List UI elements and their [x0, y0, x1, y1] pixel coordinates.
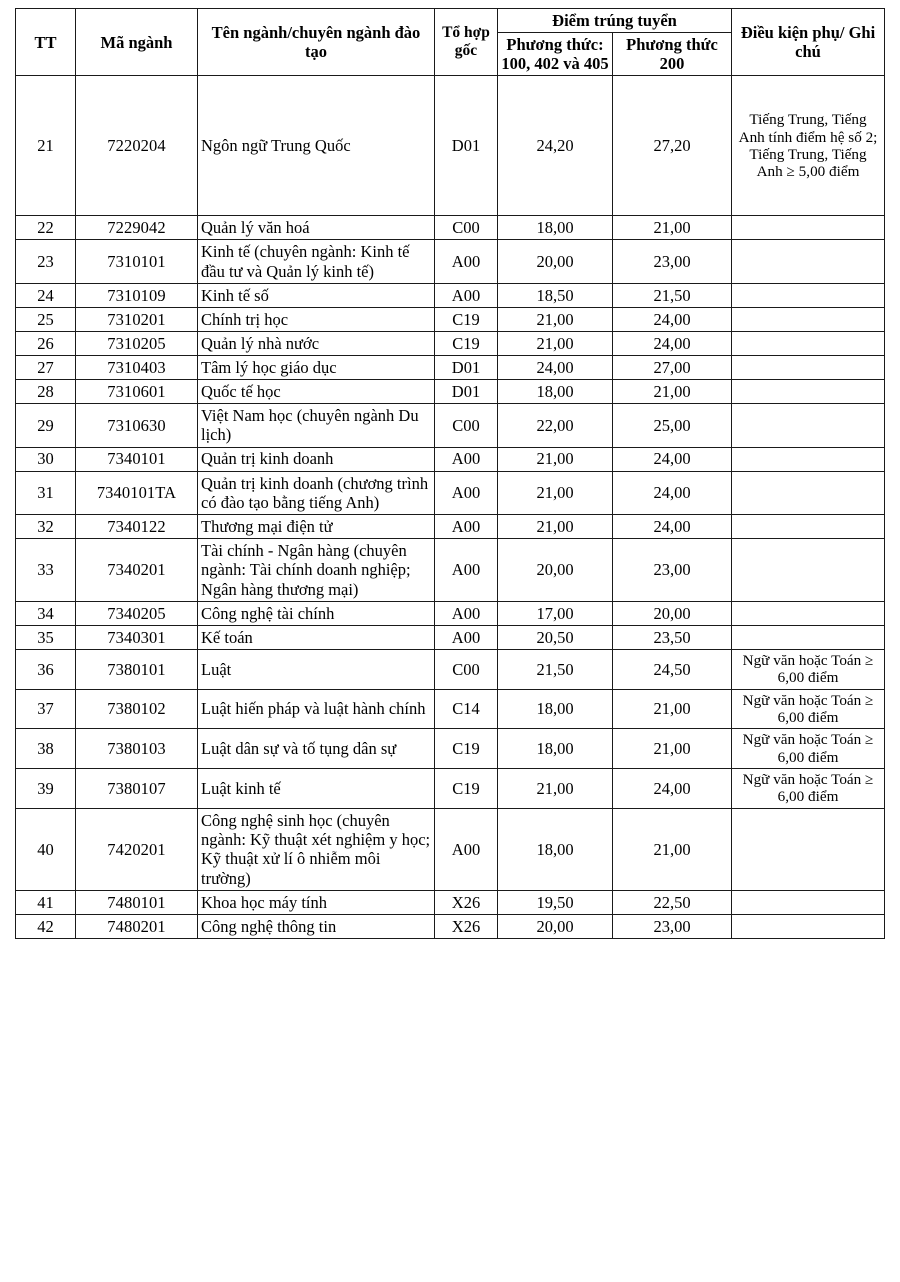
cell-ten-nganh: Quốc tế học	[198, 379, 435, 403]
cell-score-pt2: 24,00	[613, 515, 732, 539]
table-row	[16, 769, 885, 809]
cell-score-pt1: 21,50	[498, 650, 613, 690]
cell-to-hop: D01	[435, 76, 498, 216]
cell-score-pt1: 21,00	[498, 515, 613, 539]
cell-score-pt1: 21,00	[498, 307, 613, 331]
cell-score-pt2: 27,00	[613, 355, 732, 379]
cell-score-pt1: 18,50	[498, 283, 613, 307]
cell-to-hop: A00	[435, 808, 498, 890]
cell-to-hop: A00	[435, 240, 498, 284]
cell-tt: 27	[16, 355, 76, 379]
table-row	[16, 890, 885, 914]
cell-score-pt2: 21,00	[613, 729, 732, 769]
cell-to-hop: A00	[435, 447, 498, 471]
cell-tt: 31	[16, 471, 76, 515]
cell-score-pt1: 20,00	[498, 240, 613, 284]
cell-score-pt2: 23,00	[613, 240, 732, 284]
cell-ten-nganh: Quản trị kinh doanh (chương trình có đào tạo bằng tiếng Anh)	[198, 471, 435, 515]
cell-ten-nganh: Quản lý nhà nước	[198, 331, 435, 355]
table-row	[16, 447, 885, 471]
cell-tt: 38	[16, 729, 76, 769]
cell-ghi-chu: Tiếng Trung, Tiếng Anh tính điểm hệ số 2; Tiếng Trung, Tiếng Anh ≥ 5,00 điểm	[732, 76, 885, 216]
table-row	[16, 216, 885, 240]
cell-ghi-chu	[732, 539, 885, 602]
cell-to-hop: C00	[435, 650, 498, 690]
cell-to-hop: C19	[435, 307, 498, 331]
cell-score-pt2: 21,00	[613, 808, 732, 890]
cell-ma-nganh: 7380102	[76, 689, 198, 729]
cell-to-hop: A00	[435, 602, 498, 626]
cell-score-pt2: 21,00	[613, 379, 732, 403]
cell-score-pt1: 21,00	[498, 769, 613, 809]
cell-score-pt2: 24,00	[613, 769, 732, 809]
cell-score-pt1: 19,50	[498, 890, 613, 914]
cell-score-pt1: 18,00	[498, 808, 613, 890]
cell-ten-nganh: Ngôn ngữ Trung Quốc	[198, 76, 435, 216]
header-row-top	[16, 9, 885, 33]
table-row	[16, 307, 885, 331]
table-header	[16, 9, 885, 76]
cell-score-pt2: 24,00	[613, 307, 732, 331]
cell-to-hop: X26	[435, 890, 498, 914]
header-phuong-thuc-2: Phương thức 200	[613, 33, 732, 76]
cell-score-pt1: 17,00	[498, 602, 613, 626]
cell-ten-nganh: Chính trị học	[198, 307, 435, 331]
cell-tt: 32	[16, 515, 76, 539]
cell-to-hop: D01	[435, 355, 498, 379]
table-row	[16, 283, 885, 307]
table-row	[16, 379, 885, 403]
header-tt: TT	[16, 9, 76, 76]
cell-to-hop: C19	[435, 331, 498, 355]
admission-score-table	[15, 8, 885, 939]
cell-tt: 37	[16, 689, 76, 729]
cell-score-pt2: 23,50	[613, 626, 732, 650]
cell-tt: 40	[16, 808, 76, 890]
cell-ghi-chu	[732, 379, 885, 403]
cell-tt: 26	[16, 331, 76, 355]
cell-ten-nganh: Luật hiến pháp và luật hành chính	[198, 689, 435, 729]
header-diem-trung-tuyen: Điểm trúng tuyển	[498, 9, 732, 33]
cell-ten-nganh: Thương mại điện tử	[198, 515, 435, 539]
cell-ghi-chu	[732, 914, 885, 938]
cell-ghi-chu	[732, 240, 885, 284]
cell-ten-nganh: Tài chính - Ngân hàng (chuyên ngành: Tài chính doanh nghiệp; Ngân hàng thương mại)	[198, 539, 435, 602]
cell-score-pt1: 20,00	[498, 539, 613, 602]
cell-ghi-chu	[732, 216, 885, 240]
cell-ten-nganh: Quản lý văn hoá	[198, 216, 435, 240]
cell-ghi-chu	[732, 307, 885, 331]
table-row	[16, 808, 885, 890]
cell-ghi-chu: Ngữ văn hoặc Toán ≥ 6,00 điểm	[732, 769, 885, 809]
cell-ma-nganh: 7340101TA	[76, 471, 198, 515]
cell-score-pt1: 18,00	[498, 379, 613, 403]
cell-to-hop: X26	[435, 914, 498, 938]
cell-tt: 25	[16, 307, 76, 331]
cell-ghi-chu	[732, 447, 885, 471]
cell-ma-nganh: 7340301	[76, 626, 198, 650]
cell-ghi-chu	[732, 471, 885, 515]
cell-to-hop: D01	[435, 379, 498, 403]
cell-score-pt2: 21,50	[613, 283, 732, 307]
cell-score-pt2: 20,00	[613, 602, 732, 626]
cell-ma-nganh: 7420201	[76, 808, 198, 890]
cell-tt: 41	[16, 890, 76, 914]
cell-to-hop: A00	[435, 515, 498, 539]
table-row	[16, 602, 885, 626]
cell-tt: 42	[16, 914, 76, 938]
cell-score-pt2: 24,00	[613, 471, 732, 515]
cell-score-pt2: 22,50	[613, 890, 732, 914]
header-to-hop-goc: Tổ hợp gốc	[435, 9, 498, 76]
cell-ghi-chu	[732, 515, 885, 539]
cell-ghi-chu	[732, 403, 885, 447]
cell-ma-nganh: 7310109	[76, 283, 198, 307]
cell-score-pt1: 21,00	[498, 331, 613, 355]
cell-ma-nganh: 7340205	[76, 602, 198, 626]
cell-ma-nganh: 7380107	[76, 769, 198, 809]
table-row	[16, 626, 885, 650]
table-row	[16, 515, 885, 539]
cell-score-pt2: 25,00	[613, 403, 732, 447]
cell-score-pt2: 27,20	[613, 76, 732, 216]
cell-ghi-chu	[732, 626, 885, 650]
cell-ma-nganh: 7310101	[76, 240, 198, 284]
cell-ghi-chu: Ngữ văn hoặc Toán ≥ 6,00 điểm	[732, 729, 885, 769]
header-ma-nganh: Mã ngành	[76, 9, 198, 76]
cell-ma-nganh: 7480201	[76, 914, 198, 938]
table-row	[16, 331, 885, 355]
cell-ten-nganh: Khoa học máy tính	[198, 890, 435, 914]
cell-tt: 29	[16, 403, 76, 447]
cell-score-pt1: 18,00	[498, 216, 613, 240]
cell-ten-nganh: Kinh tế (chuyên ngành: Kinh tế đầu tư và Quản lý kinh tế)	[198, 240, 435, 284]
cell-score-pt1: 24,00	[498, 355, 613, 379]
cell-to-hop: C00	[435, 403, 498, 447]
cell-ten-nganh: Luật dân sự và tố tụng dân sự	[198, 729, 435, 769]
table-row	[16, 403, 885, 447]
cell-tt: 39	[16, 769, 76, 809]
table-body	[16, 76, 885, 938]
cell-ten-nganh: Công nghệ sinh học (chuyên ngành: Kỹ thuật xét nghiệm y học; Kỹ thuật xử lí ô nhiễm môi trường)	[198, 808, 435, 890]
cell-to-hop: C14	[435, 689, 498, 729]
cell-tt: 35	[16, 626, 76, 650]
cell-ten-nganh: Quản trị kinh doanh	[198, 447, 435, 471]
cell-ten-nganh: Công nghệ thông tin	[198, 914, 435, 938]
cell-ghi-chu	[732, 890, 885, 914]
cell-to-hop: C00	[435, 216, 498, 240]
cell-ghi-chu: Ngữ văn hoặc Toán ≥ 6,00 điểm	[732, 650, 885, 690]
cell-ma-nganh: 7310403	[76, 355, 198, 379]
cell-ma-nganh: 7310601	[76, 379, 198, 403]
cell-ma-nganh: 7310630	[76, 403, 198, 447]
cell-ma-nganh: 7480101	[76, 890, 198, 914]
cell-tt: 33	[16, 539, 76, 602]
cell-score-pt1: 20,00	[498, 914, 613, 938]
cell-to-hop: A00	[435, 626, 498, 650]
cell-score-pt2: 24,50	[613, 650, 732, 690]
cell-ten-nganh: Kinh tế số	[198, 283, 435, 307]
table-row	[16, 729, 885, 769]
cell-ghi-chu	[732, 283, 885, 307]
cell-tt: 21	[16, 76, 76, 216]
cell-score-pt1: 22,00	[498, 403, 613, 447]
cell-ma-nganh: 7340201	[76, 539, 198, 602]
cell-ma-nganh: 7229042	[76, 216, 198, 240]
cell-ten-nganh: Luật	[198, 650, 435, 690]
cell-ghi-chu	[732, 355, 885, 379]
cell-score-pt1: 18,00	[498, 689, 613, 729]
cell-to-hop: A00	[435, 283, 498, 307]
cell-to-hop: C19	[435, 729, 498, 769]
cell-tt: 34	[16, 602, 76, 626]
cell-to-hop: A00	[435, 539, 498, 602]
cell-ma-nganh: 7220204	[76, 76, 198, 216]
cell-score-pt2: 21,00	[613, 689, 732, 729]
header-dieu-kien-phu: Điều kiện phụ/ Ghi chú	[732, 9, 885, 76]
cell-score-pt1: 21,00	[498, 471, 613, 515]
cell-to-hop: A00	[435, 471, 498, 515]
cell-ghi-chu: Ngữ văn hoặc Toán ≥ 6,00 điểm	[732, 689, 885, 729]
cell-score-pt2: 23,00	[613, 539, 732, 602]
table-row	[16, 539, 885, 602]
cell-ten-nganh: Công nghệ tài chính	[198, 602, 435, 626]
cell-ten-nganh: Kế toán	[198, 626, 435, 650]
cell-score-pt1: 20,50	[498, 626, 613, 650]
cell-score-pt1: 24,20	[498, 76, 613, 216]
cell-tt: 28	[16, 379, 76, 403]
cell-tt: 36	[16, 650, 76, 690]
cell-ghi-chu	[732, 331, 885, 355]
cell-score-pt1: 21,00	[498, 447, 613, 471]
table-row	[16, 471, 885, 515]
cell-ma-nganh: 7380103	[76, 729, 198, 769]
cell-ghi-chu	[732, 808, 885, 890]
table-row	[16, 240, 885, 284]
cell-tt: 30	[16, 447, 76, 471]
cell-score-pt2: 21,00	[613, 216, 732, 240]
cell-ma-nganh: 7380101	[76, 650, 198, 690]
table-row	[16, 355, 885, 379]
cell-ma-nganh: 7340122	[76, 515, 198, 539]
header-ten-nganh: Tên ngành/chuyên ngành đào tạo	[198, 9, 435, 76]
cell-ten-nganh: Luật kinh tế	[198, 769, 435, 809]
cell-ma-nganh: 7310205	[76, 331, 198, 355]
cell-score-pt2: 24,00	[613, 447, 732, 471]
cell-to-hop: C19	[435, 769, 498, 809]
table-row	[16, 650, 885, 690]
cell-score-pt2: 23,00	[613, 914, 732, 938]
cell-tt: 22	[16, 216, 76, 240]
table-row	[16, 689, 885, 729]
cell-ma-nganh: 7310201	[76, 307, 198, 331]
cell-ten-nganh: Việt Nam học (chuyên ngành Du lịch)	[198, 403, 435, 447]
cell-tt: 24	[16, 283, 76, 307]
cell-ten-nganh: Tâm lý học giáo dục	[198, 355, 435, 379]
cell-score-pt2: 24,00	[613, 331, 732, 355]
cell-tt: 23	[16, 240, 76, 284]
cell-ma-nganh: 7340101	[76, 447, 198, 471]
table-row	[16, 76, 885, 216]
cell-ghi-chu	[732, 602, 885, 626]
cell-score-pt1: 18,00	[498, 729, 613, 769]
header-phuong-thuc-1: Phương thức: 100, 402 và 405	[498, 33, 613, 76]
table-row	[16, 914, 885, 938]
